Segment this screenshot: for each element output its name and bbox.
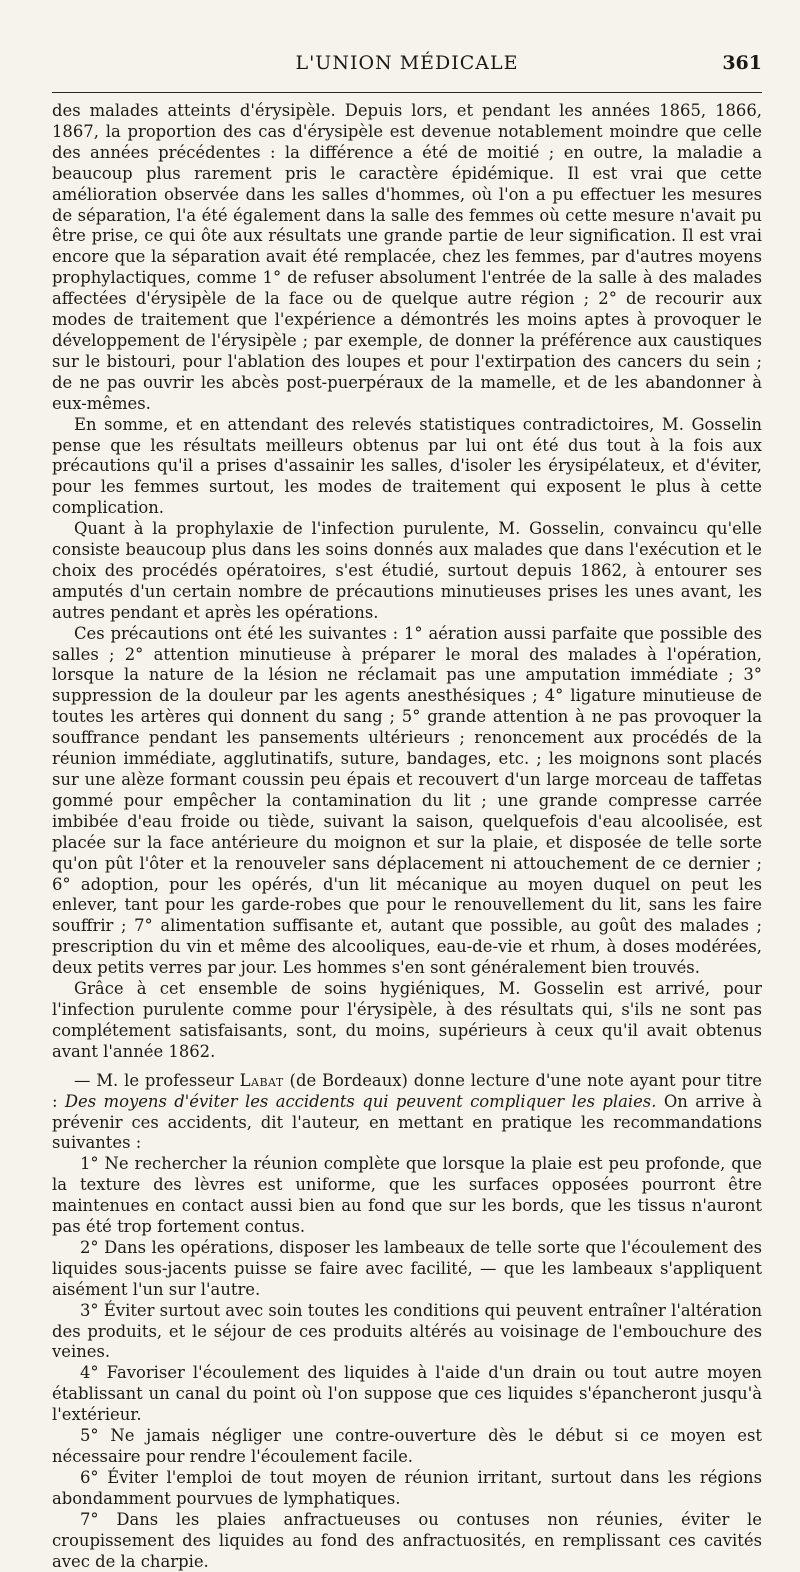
labat-suffix: On arrive à prévenir ces accidents, dit l'auteur, en mettant en pratique les recommandations suivantes :	[52, 1091, 762, 1153]
paragraph-labat-note	[52, 1071, 762, 1155]
paragraph-purulent-infection: Quant à la prophylaxie de l'infection purulente, M. Gosselin, convaincu qu'elle consiste beaucoup plus dans les soins donnés aux malades que dans l'exécution et le choix des procédés opératoires, s'est étudié, surtout depuis 1862, à entourer ses amputés d'un certain nombre de précautions minutieuses prises les unes avant, les autres pendant et après les opérations.	[52, 519, 762, 622]
recommendation-5: 5° Ne jamais négliger une contre-ouverture dès le début si ce moyen est nécessaire pour rendre l'écoulement facile.	[52, 1426, 762, 1466]
recommendation-7: 7° Dans les plaies anfractueuses ou contuses non réunies, éviter le croupissement des liquides au fond des anfractuosités, en remplissant ces cavités avec de la charpie.	[52, 1509, 762, 1571]
author-name: Labat	[239, 1070, 284, 1090]
recommendation-1: 1° Ne rechercher la réunion complète que lorsque la plaie est peu profonde, que la texture des lèvres est uniforme, que les surfaces opposées pourront être maintenues en contact aussi bien au fond que sur les bords, que les tissus n'auront pas été trop fortement contus.	[52, 1154, 762, 1237]
page-header	[52, 46, 762, 93]
recommendation-2: 2° Dans les opérations, disposer les lambeaux de telle sorte que l'écoulement des liquides sous-jacents puisse se faire avec facilité, — que les lambeaux s'appliquent aisément l'un sur l'autre.	[52, 1237, 762, 1299]
note-title: Des moyens d'éviter les accidents qui peuvent compliquer les plaies.	[64, 1091, 657, 1111]
running-title: L'UNION MÉDICALE	[295, 52, 519, 74]
article-body	[52, 101, 762, 1572]
paragraph-conclusion: En somme, et en attendant des relevés statistiques contradictoires, M. Gosselin pense que les résultats meilleurs obtenus par lui ont été dus tout à la fois aux précautions qu'il a prises d'assainir les salles, d'isoler les érysipélateux, et d'éviter, pour les femmes surtout, les modes de traitement qui exposent le plus à cette complication.	[52, 414, 762, 518]
paragraph-precautions: Ces précautions ont été les suivantes : 1° aération aussi parfaite que possible des salles ; 2° attention minutieuse à préparer le moral des malades à l'opération, lorsque la nature de la lésion ne réclamait pas une amputation immédiate ; 3° suppression de la douleur par les agents anesthésiques ; 4° ligature minutieuse de toutes les artères qui donnent du sang ; 5° grande attention à ne pas provoquer la souffrance pendant les pansements ultérieurs ; renoncement aux procédés de la réunion immédiate, agglutinatifs, suture, bandages, etc. ; les moignons sont placés sur une alèze formant coussin peu épais et recouvert d'un large morceau de taffetas gommé pour empêcher la contamination du lit ; une grande compresse carrée imbibée d'eau froide ou tiède, suivant la saison, quelquefois d'eau alcoolisée, est placée sur la face antérieure du moignon et sur la plaie, et disposée de telle sorte qu'on pût l'ôter et la renouveler sans déplacement ni attouchement de ce dernier ; 6° adoption, pour les opérés, d'un lit mécanique au moyen duquel on peut les enlever, tant pour les garde-robes que pour le renouvellement du lit, sans les faire souffrir ; 7° alimentation suffisante et, autant que possible, au goût des malades ; prescription du vin et même des alcooliques, eau-de-vie et rhum, à doses modérées, deux petits verres par jour. Les hommes s'en sont généralement bien trouvés.	[52, 623, 762, 978]
paragraph-erysipelas-results: des malades atteints d'érysipèle. Depuis lors, et pendant les années 1865, 1866, 1867, la proportion des cas d'érysipèle est devenue notablement moindre que celle des années précédentes : la différence a été de moitié ; en outre, la maladie a beaucoup plus rarement pris le caractère épidémique. Il est vrai que cette amélioration observée dans les salles d'hommes, où l'on a pu effectuer les mesures de séparation, l'a été également dans la salle des femmes où cette mesure n'avait pu être prise, ce qui ôte aux résultats une grande partie de leur signification. Il est vrai encore que la séparation avait été remplacée, chez les femmes, par d'autres moyens prophylactiques, comme 1° de refuser absolument l'entrée de la salle à des malades affectées d'érysipèle de la face ou de quelque autre région ; 2° de recourir aux modes de traitement que l'expérience a démontrés les moins aptes à provoquer le développement de l'érysipèle ; par exemple, de donner la préférence aux caustiques sur le bistouri, pour l'ablation des loupes et pour l'extirpation des cancers du sein ; de ne pas ouvrir les abcès post-puerpéraux de la mamelle, et de les abandonner à eux-mêmes.	[52, 101, 762, 413]
recommendation-6: 6° Éviter l'emploi de tout moyen de réunion irritant, surtout dans les régions abondamment pourvues de lymphatiques.	[52, 1467, 762, 1508]
recommendation-3: 3° Éviter surtout avec soin toutes les conditions qui peuvent entraîner l'altération des produits, et le séjour de ces produits altérés au voisinage de l'embouchure des veines.	[52, 1300, 762, 1362]
paragraph-results: Grâce à cet ensemble de soins hygiéniques, M. Gosselin est arrivé, pour l'infection purulente comme pour l'érysipèle, à des résultats qui, s'ils ne sont pas complétement satisfaisants, sont, du moins, supérieurs à ceux qu'il avait obtenus avant l'année 1862.	[52, 979, 762, 1061]
page-number: 361	[722, 52, 762, 74]
labat-prefix: — M. le professeur	[74, 1070, 240, 1090]
labat-mid: (de Bordeaux) donne lecture d'une note ayant pour titre :	[52, 1070, 762, 1111]
recommendation-4: 4° Favoriser l'écoulement des liquides à l'aide d'un drain ou tout autre moyen établissant un canal du point où l'on suppose que ces liquides s'épancheront jusqu'à l'extérieur.	[52, 1363, 762, 1425]
